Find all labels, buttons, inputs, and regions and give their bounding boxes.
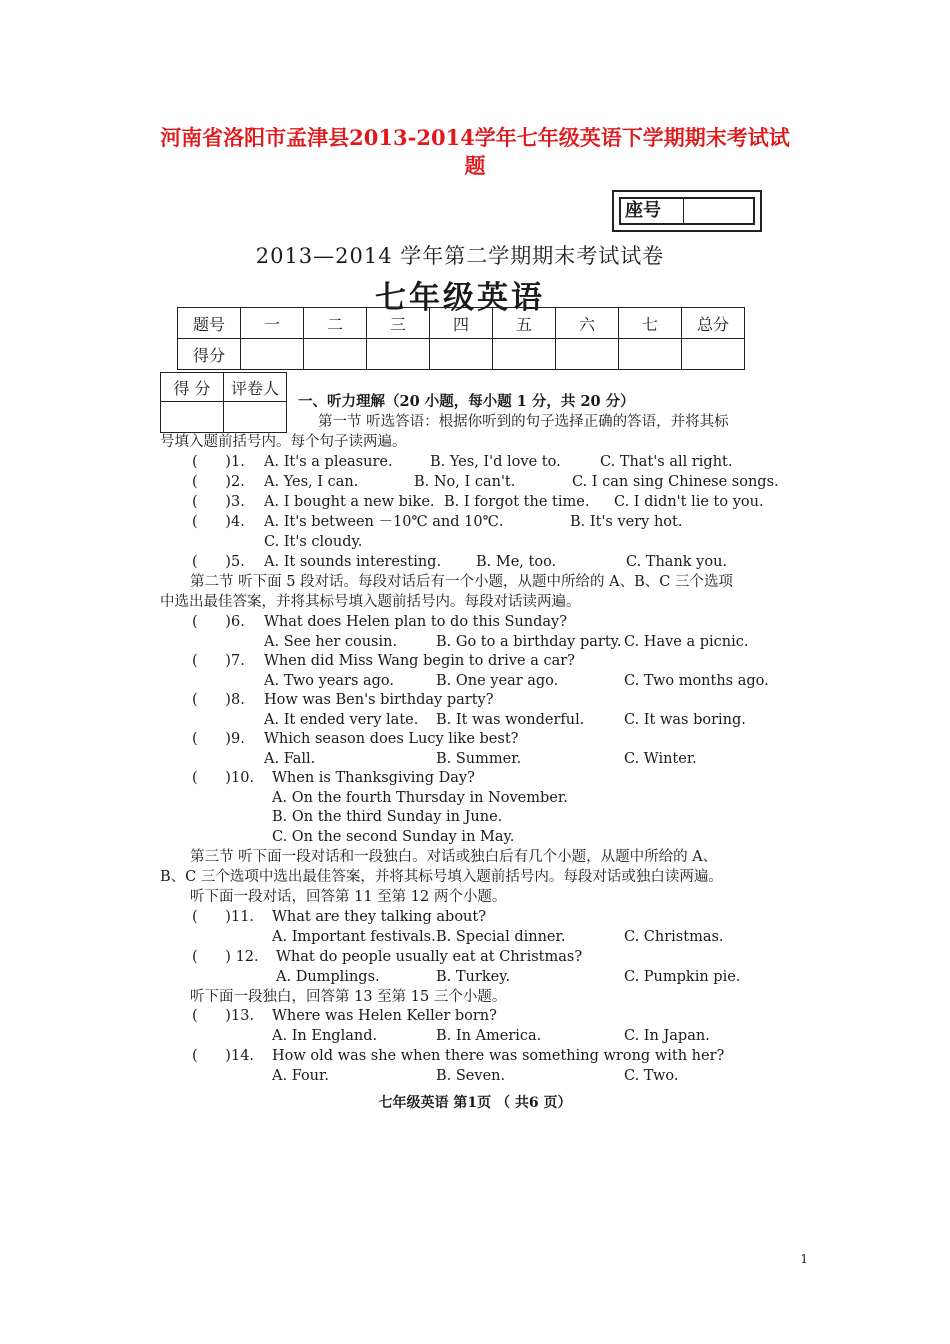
score-row-label: 得分 <box>178 339 241 370</box>
q9-option-c: C. Winter. <box>624 751 697 767</box>
score-table-header: 七 <box>619 308 682 339</box>
q7-stem: When did Miss Wang begin to drive a car? <box>264 653 575 669</box>
score-cell[interactable] <box>304 339 367 370</box>
q1-option-a: A. It's a pleasure. <box>264 454 393 470</box>
q2-number: ( )2. <box>192 474 245 490</box>
q7-option-a: A. Two years ago. <box>264 673 395 689</box>
q14-number: ( )14. <box>192 1048 255 1064</box>
q10-option-b: B. On the third Sunday in June. <box>272 809 503 825</box>
q13-option-b: B. In America. <box>436 1028 542 1044</box>
q5-option-c: C. Thank you. <box>626 554 728 570</box>
q3-number: ( )3. <box>192 494 245 510</box>
grader-score-label: 得 分 <box>161 373 224 402</box>
q11-option-c: C. Christmas. <box>624 929 724 945</box>
section3-monologue-intro: 听下面一段独白，回答第 13 至第 15 三个小题。 <box>190 989 507 1005</box>
score-table-header: 题号 <box>178 308 241 339</box>
part1-title: 一、听力理解（20 小题，每小题 1 分，共 20 分） <box>298 393 635 410</box>
q4-option-a: A. It's between －10℃ and 10℃. <box>264 514 504 530</box>
q12-stem: What do people usually eat at Christmas? <box>276 949 583 965</box>
q14-stem: How old was she when there was something wrong with her? <box>272 1048 725 1064</box>
section2-intro: 第二节 听下面 5 段对话。每段对话后有一个小题，从题中所给的 A、B、C 三个选项 <box>190 574 733 590</box>
q2-option-c: C. I can sing Chinese songs. <box>572 474 779 490</box>
q6-stem: What does Helen plan to do this Sunday? <box>264 614 568 630</box>
q9-option-a: A. Fall. <box>264 751 316 767</box>
seat-divider <box>683 199 684 223</box>
q2-option-b: B. No, I can't. <box>414 474 516 490</box>
score-table-header: 总分 <box>682 308 745 339</box>
q3-option-b: B. I forgot the time. <box>444 494 590 510</box>
q8-option-b: B. It was wonderful. <box>436 712 585 728</box>
q10-stem: When is Thanksgiving Day? <box>272 770 475 786</box>
q6-option-c: C. Have a picnic. <box>624 634 749 650</box>
q10-number: ( )10. <box>192 770 255 786</box>
subject-title: 七年级英语 <box>375 280 545 316</box>
q1-option-c: C. That's all right. <box>600 454 733 470</box>
q11-option-b: B. Special dinner. <box>436 929 566 945</box>
grader-name-cell[interactable] <box>224 402 287 433</box>
score-table-header: 二 <box>304 308 367 339</box>
q3-option-c: C. I didn't lie to you. <box>614 494 764 510</box>
q13-stem: Where was Helen Keller born? <box>272 1008 497 1024</box>
q8-option-a: A. It ended very late. <box>264 712 419 728</box>
grader-name-label: 评卷人 <box>224 373 287 402</box>
q9-option-b: B. Summer. <box>436 751 522 767</box>
score-cell[interactable] <box>367 339 430 370</box>
page-footer: 七年级英语 第1页 （ 共6 页） <box>378 1095 572 1111</box>
grader-score-cell[interactable] <box>161 402 224 433</box>
q6-option-b: B. Go to a birthday party. <box>436 634 622 650</box>
q12-option-c: C. Pumpkin pie. <box>624 969 741 985</box>
q3-option-a: A. I bought a new bike. <box>264 494 435 510</box>
section3-intro-cont: B、C 三个选项中选出最佳答案，并将其标号填入题前括号内。每段对话或独白读两遍。 <box>160 869 723 885</box>
q13-option-c: C. In Japan. <box>624 1028 710 1044</box>
q10-option-a: A. On the fourth Thursday in November. <box>272 790 568 806</box>
score-cell[interactable] <box>493 339 556 370</box>
q11-stem: What are they talking about? <box>272 909 486 925</box>
section1-intro-cont: 号填入题前括号内。每个句子读两遍。 <box>160 434 407 450</box>
score-cell[interactable] <box>682 339 745 370</box>
q14-option-b: B. Seven. <box>436 1068 506 1084</box>
score-table <box>177 307 745 370</box>
score-cell[interactable] <box>556 339 619 370</box>
q8-option-c: C. It was boring. <box>624 712 746 728</box>
exam-title: 2013—2014 学年第二学期期末考试试卷 <box>255 244 665 268</box>
q1-option-b: B. Yes, I'd love to. <box>430 454 561 470</box>
q1-number: ( )1. <box>192 454 245 470</box>
q2-option-a: A. Yes, I can. <box>264 474 359 490</box>
score-table-header: 一 <box>241 308 304 339</box>
document-title-line1: 河南省洛阳市孟津县2013-2014学年七年级英语下学期期末考试试 <box>160 125 790 150</box>
q7-option-c: C. Two months ago. <box>624 673 769 689</box>
score-table-header: 五 <box>493 308 556 339</box>
score-table-header: 六 <box>556 308 619 339</box>
q8-stem: How was Ben's birthday party? <box>264 692 494 708</box>
document-title-line2: 题 <box>464 153 486 178</box>
q5-option-b: B. Me, too. <box>476 554 557 570</box>
q9-number: ( )9. <box>192 731 245 747</box>
q4-option-b: B. It's very hot. <box>570 514 683 530</box>
seat-label: 座号 <box>625 200 661 221</box>
q14-option-c: C. Two. <box>624 1068 679 1084</box>
score-table-header: 四 <box>430 308 493 339</box>
q4-number: ( )4. <box>192 514 245 530</box>
q12-number: ( ) 12. <box>192 949 259 965</box>
q8-number: ( )8. <box>192 692 245 708</box>
q7-option-b: B. One year ago. <box>436 673 559 689</box>
q6-option-a: A. See her cousin. <box>264 634 398 650</box>
q5-number: ( )5. <box>192 554 245 570</box>
q12-option-a: A. Dumplings. <box>276 969 380 985</box>
q5-option-a: A. It sounds interesting. <box>264 554 442 570</box>
q14-option-a: A. Four. <box>272 1068 329 1084</box>
q7-number: ( )7. <box>192 653 245 669</box>
score-cell[interactable] <box>241 339 304 370</box>
q9-stem: Which season does Lucy like best? <box>264 731 519 747</box>
seat-number-box <box>612 190 762 232</box>
score-table-header: 三 <box>367 308 430 339</box>
q6-number: ( )6. <box>192 614 245 630</box>
q4-option-c: C. It's cloudy. <box>264 534 363 550</box>
score-cell[interactable] <box>430 339 493 370</box>
q12-option-b: B. Turkey. <box>436 969 511 985</box>
grader-table <box>160 372 287 433</box>
section2-intro-cont: 中选出最佳答案，并将其标号填入题前括号内。每段对话读两遍。 <box>160 594 581 610</box>
q11-number: ( )11. <box>192 909 255 925</box>
q11-option-a: A. Important festivals. <box>272 929 436 945</box>
section3-dialog-intro: 听下面一段对话，回答第 11 至第 12 两个小题。 <box>190 889 507 905</box>
q13-number: ( )13. <box>192 1008 255 1024</box>
q10-option-c: C. On the second Sunday in May. <box>272 829 515 845</box>
page-number: 1 <box>800 1252 808 1266</box>
score-cell[interactable] <box>619 339 682 370</box>
q13-option-a: A. In England. <box>272 1028 378 1044</box>
section1-intro: 第一节 听选答语：根据你听到的句子选择正确的答语，并将其标 <box>318 414 729 430</box>
section3-intro: 第三节 听下面一段对话和一段独白。对话或独白后有几个小题，从题中所给的 A、 <box>190 849 718 865</box>
